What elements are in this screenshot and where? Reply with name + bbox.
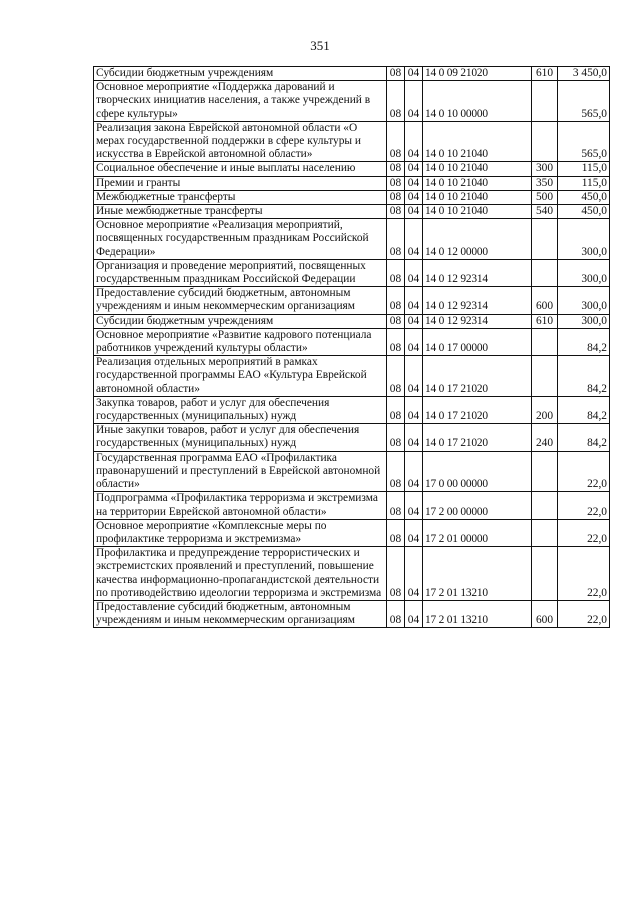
row-section-cell: 08 xyxy=(387,451,405,492)
row-subsection-cell: 04 xyxy=(405,81,423,122)
table-row xyxy=(94,396,610,423)
row-name-cell: Подпрограмма «Профилактика терроризма и экстремизма на территории Еврейской автономной области» xyxy=(94,492,387,519)
row-amount-cell: 565,0 xyxy=(558,81,610,122)
table-row xyxy=(94,328,610,355)
row-subsection-cell: 04 xyxy=(405,176,423,190)
row-expense-type-cell: 300 xyxy=(532,162,558,176)
row-section-cell: 08 xyxy=(387,259,405,286)
row-target-code-cell: 14 0 17 21020 xyxy=(423,396,532,423)
row-amount-cell: 22,0 xyxy=(558,492,610,519)
row-amount-cell: 84,2 xyxy=(558,424,610,451)
table-row xyxy=(94,121,610,162)
table-row xyxy=(94,451,610,492)
row-name-cell: Предоставление субсидий бюджетным, автономным учреждениям и иным некоммерческим организациям xyxy=(94,287,387,314)
row-amount-cell: 300,0 xyxy=(558,314,610,328)
row-target-code-cell: 14 0 09 21020 xyxy=(423,67,532,81)
row-expense-type-cell: 610 xyxy=(532,314,558,328)
row-subsection-cell: 04 xyxy=(405,121,423,162)
row-target-code-cell: 14 0 10 21040 xyxy=(423,121,532,162)
row-amount-cell: 300,0 xyxy=(558,219,610,260)
row-section-cell: 08 xyxy=(387,121,405,162)
row-target-code-cell: 14 0 10 21040 xyxy=(423,162,532,176)
row-section-cell: 08 xyxy=(387,600,405,627)
row-target-code-cell: 14 0 17 00000 xyxy=(423,328,532,355)
row-expense-type-cell: 610 xyxy=(532,67,558,81)
row-target-code-cell: 17 2 00 00000 xyxy=(423,492,532,519)
row-subsection-cell: 04 xyxy=(405,314,423,328)
row-amount-cell: 450,0 xyxy=(558,190,610,204)
row-name-cell: Иные закупки товаров, работ и услуг для обеспечения государственных (муниципальных) нужд xyxy=(94,424,387,451)
row-subsection-cell: 04 xyxy=(405,492,423,519)
row-name-cell: Реализация закона Еврейской автономной области «О мерах государственной поддержки в сфере культуры и искусства в Еврейской автономной области» xyxy=(94,121,387,162)
row-subsection-cell: 04 xyxy=(405,287,423,314)
row-amount-cell: 22,0 xyxy=(558,451,610,492)
row-section-cell: 08 xyxy=(387,81,405,122)
page-number: 351 xyxy=(310,38,330,53)
row-section-cell: 08 xyxy=(387,547,405,601)
row-target-code-cell: 17 0 00 00000 xyxy=(423,451,532,492)
row-expense-type-cell: 500 xyxy=(532,190,558,204)
row-section-cell: 08 xyxy=(387,162,405,176)
row-target-code-cell: 14 0 10 21040 xyxy=(423,205,532,219)
table-row xyxy=(94,356,610,397)
row-expense-type-cell xyxy=(532,451,558,492)
row-amount-cell: 300,0 xyxy=(558,259,610,286)
row-name-cell: Основное мероприятие «Развитие кадрового потенциала работников учреждений культуры области» xyxy=(94,328,387,355)
row-section-cell: 08 xyxy=(387,205,405,219)
row-name-cell: Межбюджетные трансферты xyxy=(94,190,387,204)
row-target-code-cell: 17 2 01 13210 xyxy=(423,600,532,627)
table-row xyxy=(94,547,610,601)
row-subsection-cell: 04 xyxy=(405,451,423,492)
row-section-cell: 08 xyxy=(387,328,405,355)
table-row xyxy=(94,492,610,519)
table-row xyxy=(94,176,610,190)
row-amount-cell: 565,0 xyxy=(558,121,610,162)
table-row xyxy=(94,519,610,546)
table-row xyxy=(94,205,610,219)
table-row xyxy=(94,81,610,122)
row-target-code-cell: 17 2 01 13210 xyxy=(423,547,532,601)
row-expense-type-cell xyxy=(532,547,558,601)
row-subsection-cell: 04 xyxy=(405,600,423,627)
row-subsection-cell: 04 xyxy=(405,356,423,397)
row-subsection-cell: 04 xyxy=(405,219,423,260)
table-row xyxy=(94,259,610,286)
row-amount-cell: 115,0 xyxy=(558,176,610,190)
row-subsection-cell: 04 xyxy=(405,328,423,355)
row-section-cell: 08 xyxy=(387,287,405,314)
row-target-code-cell: 17 2 01 00000 xyxy=(423,519,532,546)
row-name-cell: Реализация отдельных мероприятий в рамках государственной программы ЕАО «Культура Еврейской автономной области» xyxy=(94,356,387,397)
row-expense-type-cell: 600 xyxy=(532,287,558,314)
row-section-cell: 08 xyxy=(387,67,405,81)
row-section-cell: 08 xyxy=(387,356,405,397)
row-target-code-cell: 14 0 10 21040 xyxy=(423,176,532,190)
row-amount-cell: 84,2 xyxy=(558,356,610,397)
row-expense-type-cell xyxy=(532,121,558,162)
row-target-code-cell: 14 0 17 21020 xyxy=(423,424,532,451)
row-subsection-cell: 04 xyxy=(405,547,423,601)
row-name-cell: Основное мероприятие «Реализация мероприятий, посвященных государственным праздникам Российской Федерации» xyxy=(94,219,387,260)
row-name-cell: Государственная программа ЕАО «Профилактика правонарушений и преступлений в Еврейской автономной области» xyxy=(94,451,387,492)
table-row xyxy=(94,162,610,176)
row-amount-cell: 300,0 xyxy=(558,287,610,314)
table-row xyxy=(94,314,610,328)
row-subsection-cell: 04 xyxy=(405,205,423,219)
row-subsection-cell: 04 xyxy=(405,424,423,451)
row-expense-type-cell xyxy=(532,492,558,519)
row-expense-type-cell xyxy=(532,219,558,260)
table-row xyxy=(94,600,610,627)
row-name-cell: Предоставление субсидий бюджетным, автономным учреждениям и иным некоммерческим организациям xyxy=(94,600,387,627)
row-subsection-cell: 04 xyxy=(405,259,423,286)
row-amount-cell: 84,2 xyxy=(558,328,610,355)
table-row xyxy=(94,219,610,260)
row-subsection-cell: 04 xyxy=(405,67,423,81)
row-expense-type-cell: 600 xyxy=(532,600,558,627)
row-name-cell: Иные межбюджетные трансферты xyxy=(94,205,387,219)
row-subsection-cell: 04 xyxy=(405,162,423,176)
row-target-code-cell: 14 0 17 21020 xyxy=(423,356,532,397)
row-subsection-cell: 04 xyxy=(405,519,423,546)
row-name-cell: Основное мероприятие «Комплексные меры по профилактике терроризма и экстремизма» xyxy=(94,519,387,546)
row-name-cell: Профилактика и предупреждение террористических и экстремистских проявлений и преступлений, повышение качества информационно-пропагандистской деятельности по противодействию идеологии терроризма и экстремизма xyxy=(94,547,387,601)
row-section-cell: 08 xyxy=(387,314,405,328)
row-target-code-cell: 14 0 12 92314 xyxy=(423,314,532,328)
row-amount-cell: 22,0 xyxy=(558,600,610,627)
row-expense-type-cell xyxy=(532,259,558,286)
row-amount-cell: 84,2 xyxy=(558,396,610,423)
row-target-code-cell: 14 0 10 00000 xyxy=(423,81,532,122)
row-amount-cell: 22,0 xyxy=(558,547,610,601)
row-name-cell: Субсидии бюджетным учреждениям xyxy=(94,314,387,328)
row-subsection-cell: 04 xyxy=(405,396,423,423)
row-expense-type-cell xyxy=(532,328,558,355)
row-target-code-cell: 14 0 12 92314 xyxy=(423,259,532,286)
row-expense-type-cell xyxy=(532,356,558,397)
row-name-cell: Субсидии бюджетным учреждениям xyxy=(94,67,387,81)
row-expense-type-cell xyxy=(532,519,558,546)
row-section-cell: 08 xyxy=(387,219,405,260)
row-section-cell: 08 xyxy=(387,190,405,204)
row-name-cell: Социальное обеспечение и иные выплаты населению xyxy=(94,162,387,176)
row-section-cell: 08 xyxy=(387,519,405,546)
row-section-cell: 08 xyxy=(387,424,405,451)
row-target-code-cell: 14 0 10 21040 xyxy=(423,190,532,204)
row-name-cell: Премии и гранты xyxy=(94,176,387,190)
row-expense-type-cell xyxy=(532,81,558,122)
row-target-code-cell: 14 0 12 00000 xyxy=(423,219,532,260)
row-expense-type-cell: 540 xyxy=(532,205,558,219)
row-subsection-cell: 04 xyxy=(405,190,423,204)
row-amount-cell: 115,0 xyxy=(558,162,610,176)
row-expense-type-cell: 350 xyxy=(532,176,558,190)
row-target-code-cell: 14 0 12 92314 xyxy=(423,287,532,314)
table-row xyxy=(94,190,610,204)
row-section-cell: 08 xyxy=(387,396,405,423)
budget-table-body xyxy=(94,67,610,628)
row-amount-cell: 3 450,0 xyxy=(558,67,610,81)
row-expense-type-cell: 240 xyxy=(532,424,558,451)
table-row xyxy=(94,67,610,81)
row-name-cell: Закупка товаров, работ и услуг для обеспечения государственных (муниципальных) нужд xyxy=(94,396,387,423)
row-amount-cell: 22,0 xyxy=(558,519,610,546)
budget-table xyxy=(93,66,610,628)
table-row xyxy=(94,287,610,314)
table-row xyxy=(94,424,610,451)
row-amount-cell: 450,0 xyxy=(558,205,610,219)
row-section-cell: 08 xyxy=(387,176,405,190)
row-section-cell: 08 xyxy=(387,492,405,519)
row-name-cell: Организация и проведение мероприятий, посвященных государственным праздникам Российской Федерации xyxy=(94,259,387,286)
row-name-cell: Основное мероприятие «Поддержка дарований и творческих инициатив населения, а также учреждений в сфере культуры» xyxy=(94,81,387,122)
row-expense-type-cell: 200 xyxy=(532,396,558,423)
